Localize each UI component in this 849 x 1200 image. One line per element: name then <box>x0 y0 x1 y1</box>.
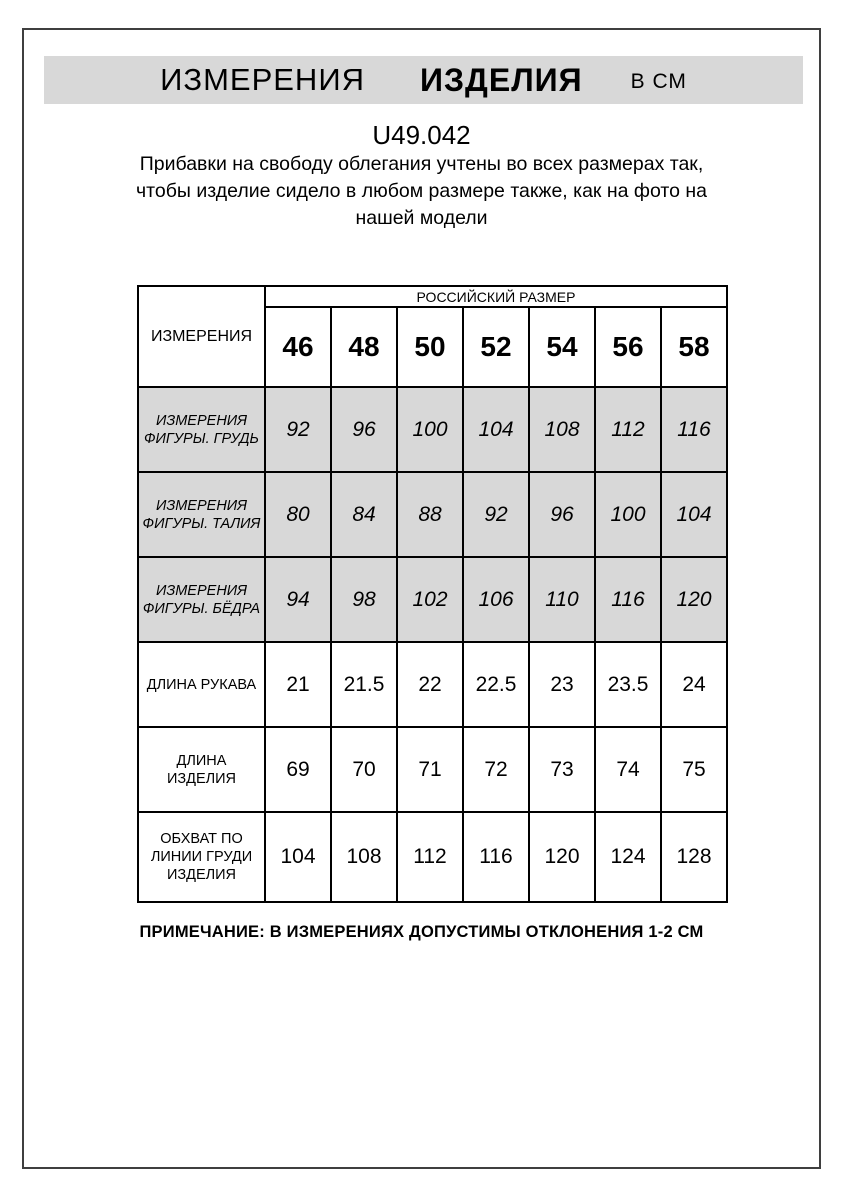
value-cell: 94 <box>265 557 331 642</box>
row-label: ДЛИНА РУКАВА <box>138 642 265 727</box>
russian-size-group-cell: РОССИЙСКИЙ РАЗМЕР <box>265 286 727 307</box>
value-cell: 92 <box>463 472 529 557</box>
tolerance-note: ПРИМЕЧАНИЕ: В ИЗМЕРЕНИЯХ ДОПУСТИМЫ ОТКЛОНЕНИЯ 1-2 СМ <box>139 923 704 941</box>
value-cell: 108 <box>529 387 595 472</box>
value-cell: 96 <box>529 472 595 557</box>
size-table <box>137 285 728 903</box>
row-label: ДЛИНА ИЗДЕЛИЯ <box>138 727 265 812</box>
table-row <box>138 472 727 557</box>
row-label: ИЗМЕРЕНИЯ ФИГУРЫ. ГРУДЬ <box>138 387 265 472</box>
value-cell: 70 <box>331 727 397 812</box>
value-cell: 116 <box>661 387 727 472</box>
fit-description: Прибавки на свободу облегания учтены во всех размерах так, чтобы изделие сидело в любом размере также, как на фото на нашей модели <box>136 153 707 229</box>
value-cell: 96 <box>331 387 397 472</box>
page-frame <box>22 28 821 1169</box>
row-label: ИЗМЕРЕНИЯ ФИГУРЫ. БЁДРА <box>138 557 265 642</box>
size-group-row <box>138 286 727 307</box>
size-column-header: 50 <box>397 307 463 387</box>
table-body <box>138 387 727 902</box>
value-cell: 98 <box>331 557 397 642</box>
value-cell: 84 <box>331 472 397 557</box>
value-cell: 108 <box>331 812 397 902</box>
article-number: U49.042 <box>372 120 471 150</box>
size-column-header: 54 <box>529 307 595 387</box>
table-row <box>138 557 727 642</box>
value-cell: 106 <box>463 557 529 642</box>
value-cell: 116 <box>463 812 529 902</box>
value-cell: 23.5 <box>595 642 661 727</box>
value-cell: 23 <box>529 642 595 727</box>
value-cell: 116 <box>595 557 661 642</box>
title-word-izdeliya: ИЗДЕЛИЯ <box>420 61 583 98</box>
value-cell: 22 <box>397 642 463 727</box>
value-cell: 73 <box>529 727 595 812</box>
value-cell: 120 <box>529 812 595 902</box>
value-cell: 75 <box>661 727 727 812</box>
table-header <box>138 286 727 387</box>
value-cell: 112 <box>397 812 463 902</box>
value-cell: 88 <box>397 472 463 557</box>
value-cell: 71 <box>397 727 463 812</box>
value-cell: 100 <box>397 387 463 472</box>
size-column-header: 46 <box>265 307 331 387</box>
row-label: ИЗМЕРЕНИЯ ФИГУРЫ. ТАЛИЯ <box>138 472 265 557</box>
value-cell: 100 <box>595 472 661 557</box>
table-row <box>138 727 727 812</box>
value-cell: 112 <box>595 387 661 472</box>
value-cell: 110 <box>529 557 595 642</box>
value-cell: 69 <box>265 727 331 812</box>
value-cell: 72 <box>463 727 529 812</box>
value-cell: 104 <box>661 472 727 557</box>
value-cell: 74 <box>595 727 661 812</box>
size-column-header: 56 <box>595 307 661 387</box>
value-cell: 102 <box>397 557 463 642</box>
size-column-header: 52 <box>463 307 529 387</box>
value-cell: 24 <box>661 642 727 727</box>
value-cell: 120 <box>661 557 727 642</box>
value-cell: 21.5 <box>331 642 397 727</box>
value-cell: 124 <box>595 812 661 902</box>
value-cell: 22.5 <box>463 642 529 727</box>
value-cell: 80 <box>265 472 331 557</box>
table-row <box>138 642 727 727</box>
title-bar <box>44 56 803 104</box>
title-word-izmereniya: ИЗМЕРЕНИЯ <box>160 62 365 97</box>
size-column-header: 58 <box>661 307 727 387</box>
value-cell: 104 <box>265 812 331 902</box>
row-label: ОБХВАТ ПО ЛИНИИ ГРУДИ ИЗДЕЛИЯ <box>138 812 265 902</box>
value-cell: 104 <box>463 387 529 472</box>
value-cell: 21 <box>265 642 331 727</box>
value-cell: 92 <box>265 387 331 472</box>
corner-label-cell: ИЗМЕРЕНИЯ <box>138 286 265 387</box>
table-row <box>138 387 727 472</box>
table-row <box>138 812 727 902</box>
size-column-header: 48 <box>331 307 397 387</box>
value-cell: 128 <box>661 812 727 902</box>
title-unit-label: В СМ <box>630 69 687 93</box>
